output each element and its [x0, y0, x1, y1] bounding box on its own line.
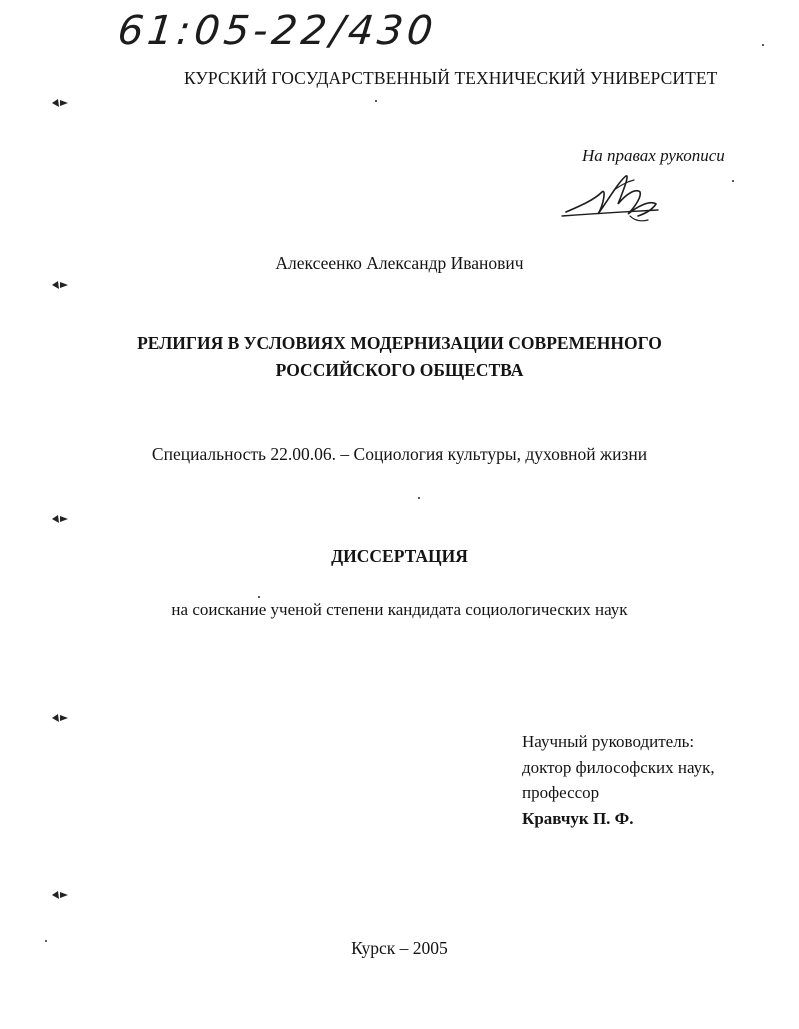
- supervisor-degree: доктор философских наук,: [522, 757, 715, 777]
- binding-mark-icon: [50, 96, 72, 110]
- supervisor-rank: профессор: [522, 783, 600, 802]
- supervisor-label: Научный руководитель:: [522, 732, 695, 751]
- supervisor-block: [522, 729, 715, 831]
- binding-mark-icon: [50, 711, 72, 725]
- author-name: Алексеенко Александр Иванович: [275, 253, 524, 273]
- title-line-2: РОССИЙСКОГО ОБЩЕСТВА: [275, 360, 524, 380]
- university-name: КУРСКИЙ ГОСУДАРСТВЕННЫЙ ТЕХНИЧЕСКИЙ УНИВЕРСИТЕТ: [184, 68, 718, 88]
- scan-speck: [732, 180, 734, 182]
- manuscript-rights-notice: На правах рукописи: [582, 146, 725, 165]
- archive-number: 61:05-22/430: [115, 8, 439, 54]
- binding-mark-icon: [50, 512, 72, 526]
- signature: [560, 170, 670, 228]
- degree-purpose: на соискание ученой степени кандидата социологических наук: [171, 600, 628, 619]
- scan-speck: [418, 497, 420, 499]
- scan-speck: [762, 44, 764, 46]
- city-year: Курск – 2005: [351, 938, 448, 958]
- scan-speck: [258, 596, 260, 598]
- scan-speck: [45, 940, 47, 942]
- dissertation-title: [0, 330, 799, 384]
- supervisor-name: Кравчук П. Ф.: [522, 808, 634, 828]
- specialty: Специальность 22.00.06. – Социология культуры, духовной жизни: [151, 444, 648, 464]
- binding-mark-icon: [50, 278, 72, 292]
- document-type: ДИССЕРТАЦИЯ: [331, 546, 468, 566]
- scan-speck: [375, 100, 377, 102]
- title-line-1: РЕЛИГИЯ В УСЛОВИЯХ МОДЕРНИЗАЦИИ СОВРЕМЕННОГО: [137, 333, 662, 353]
- binding-mark-icon: [50, 888, 72, 902]
